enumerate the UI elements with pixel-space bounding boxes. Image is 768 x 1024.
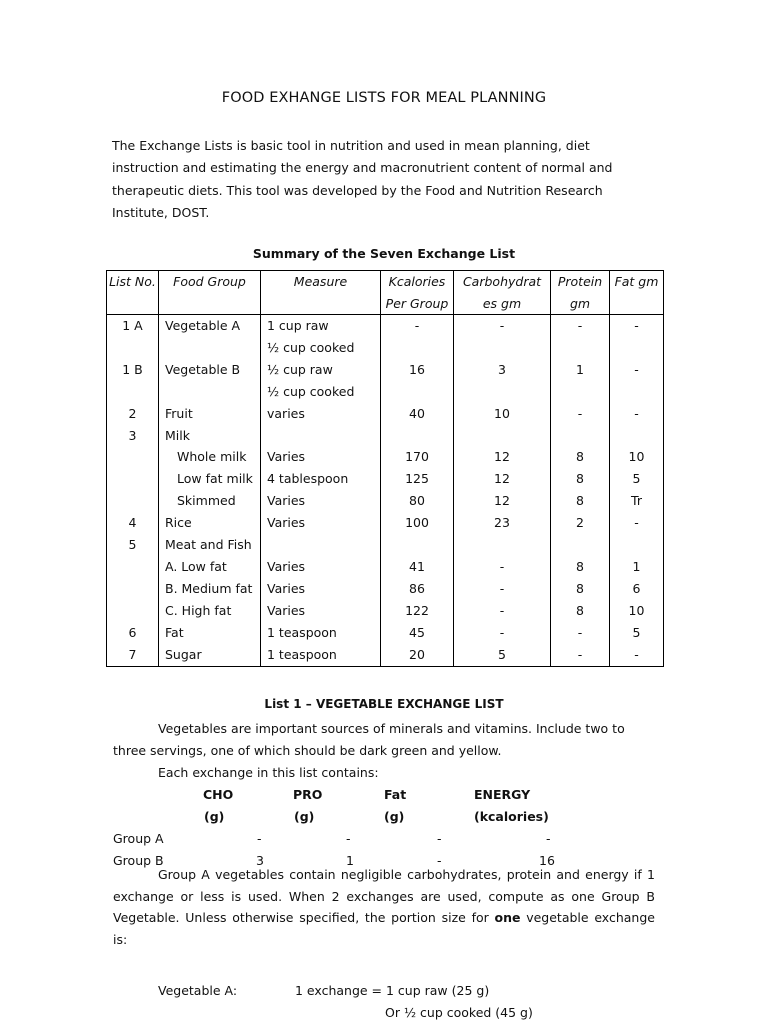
cell-carbohydrates <box>454 425 551 447</box>
cell-protein: 1 <box>551 359 610 381</box>
table-row <box>107 403 664 425</box>
cell-carbohydrates: - <box>454 578 551 600</box>
page-title: FOOD EXHANGE LISTS FOR MEAL PLANNING <box>221 90 547 106</box>
cell-fat: 10 <box>610 600 664 622</box>
table-row <box>107 644 664 666</box>
table-row <box>107 622 664 644</box>
cell-list-no: 6 <box>107 622 159 644</box>
cell-protein: 8 <box>551 468 610 490</box>
cell-fat: 5 <box>610 622 664 644</box>
intro-paragraph: The Exchange Lists is basic tool in nutrition and used in mean planning, diet instruction and estimating the energy and macronutrient content of normal and therapeutic diets. This tool was developed by the Food and Nutrition Research Institute, DOST. <box>112 138 613 220</box>
cell-list-no <box>107 578 159 600</box>
cell-carbohydrates: 23 <box>454 512 551 534</box>
cell-protein: 8 <box>551 490 610 512</box>
cell-measure: Varies <box>261 578 381 600</box>
col-pro-unit: (g) <box>294 809 315 824</box>
col-cho-unit: (g) <box>204 809 225 824</box>
cell-fat: 10 <box>610 446 664 468</box>
table-row <box>107 337 664 359</box>
list1-paragraph-2: Each exchange in this list contains: <box>158 765 379 780</box>
group-b-energy: 16 <box>539 853 555 868</box>
cell-food-group: Rice <box>159 512 261 534</box>
cell-protein: - <box>551 644 610 666</box>
cell-list-no <box>107 468 159 490</box>
list1-paragraph-3-text <box>113 864 655 951</box>
cell-protein: - <box>551 315 610 337</box>
cell-kcalories: 16 <box>381 359 454 381</box>
cell-fat <box>610 337 664 359</box>
cell-food-group: Fat <box>159 622 261 644</box>
cell-food-group <box>159 337 261 359</box>
cell-list-no: 2 <box>107 403 159 425</box>
cell-kcalories: 100 <box>381 512 454 534</box>
col-cho-header: CHO <box>203 787 234 802</box>
header-list-no: List No. <box>107 271 159 315</box>
cell-carbohydrates: - <box>454 622 551 644</box>
table-row <box>107 359 664 381</box>
cell-measure: Varies <box>261 446 381 468</box>
vegetable-a-exchange: 1 exchange = 1 cup raw (25 g) <box>295 983 490 998</box>
cell-food-group <box>159 381 261 403</box>
cell-measure: ½ cup cooked <box>261 337 381 359</box>
cell-measure <box>261 534 381 556</box>
group-a-fat: - <box>437 831 442 846</box>
group-a-energy: - <box>546 831 551 846</box>
cell-list-no <box>107 600 159 622</box>
group-b-cho: 3 <box>256 853 264 868</box>
cell-protein <box>551 534 610 556</box>
cell-list-no: 5 <box>107 534 159 556</box>
table-row <box>107 381 664 403</box>
table-row <box>107 425 664 447</box>
cell-fat: - <box>610 315 664 337</box>
header-measure: Measure <box>261 271 381 315</box>
cell-kcalories: 41 <box>381 556 454 578</box>
table-row <box>107 556 664 578</box>
cell-measure: Varies <box>261 556 381 578</box>
cell-kcalories <box>381 381 454 403</box>
cell-food-group: A. Low fat <box>159 556 261 578</box>
cell-carbohydrates <box>454 337 551 359</box>
list1-paragraph-1 <box>113 718 655 761</box>
cell-kcalories <box>381 534 454 556</box>
cell-carbohydrates: 12 <box>454 490 551 512</box>
cell-food-group: Meat and Fish <box>159 534 261 556</box>
cell-protein: 8 <box>551 578 610 600</box>
cell-measure: 1 teaspoon <box>261 644 381 666</box>
cell-protein: - <box>551 403 610 425</box>
cell-measure: Varies <box>261 512 381 534</box>
table-row <box>107 578 664 600</box>
cell-kcalories: 20 <box>381 644 454 666</box>
cell-kcalories: 80 <box>381 490 454 512</box>
cell-list-no: 3 <box>107 425 159 447</box>
col-energy-unit: (kcalories) <box>474 809 549 824</box>
cell-protein <box>551 425 610 447</box>
table-row <box>107 534 664 556</box>
cell-food-group: Fruit <box>159 403 261 425</box>
header-food-group: Food Group <box>159 271 261 315</box>
group-b-label: Group B <box>113 853 164 868</box>
cell-carbohydrates: 5 <box>454 644 551 666</box>
group-b-fat: - <box>437 853 442 868</box>
cell-carbohydrates: 3 <box>454 359 551 381</box>
cell-measure: 1 cup raw <box>261 315 381 337</box>
para3-text-after: vegetable exchange is: <box>113 910 655 948</box>
cell-food-group: Low fat milk <box>159 468 261 490</box>
cell-carbohydrates: 12 <box>454 446 551 468</box>
summary-table-body <box>107 315 664 667</box>
cell-list-no: 1 A <box>107 315 159 337</box>
cell-list-no <box>107 446 159 468</box>
cell-fat <box>610 381 664 403</box>
vegetable-a-label: Vegetable A: <box>158 983 238 998</box>
col-fat-unit: (g) <box>384 809 405 824</box>
cell-protein <box>551 381 610 403</box>
header-fat: Fat gm <box>610 271 664 315</box>
cell-kcalories: 170 <box>381 446 454 468</box>
table-row <box>107 512 664 534</box>
cell-food-group: Skimmed <box>159 490 261 512</box>
cell-kcalories: 86 <box>381 578 454 600</box>
cell-carbohydrates <box>454 381 551 403</box>
cell-fat: Tr <box>610 490 664 512</box>
summary-caption: Summary of the Seven Exchange List <box>252 246 516 261</box>
header-protein: Protein gm <box>551 271 610 315</box>
cell-fat: - <box>610 403 664 425</box>
cell-carbohydrates: - <box>454 315 551 337</box>
col-energy-header: ENERGY <box>474 787 531 802</box>
list1-title: List 1 – VEGETABLE EXCHANGE LIST <box>264 697 504 711</box>
cell-fat: - <box>610 512 664 534</box>
cell-kcalories: 40 <box>381 403 454 425</box>
col-fat-header: Fat <box>384 787 407 802</box>
cell-measure: ½ cup raw <box>261 359 381 381</box>
para3-text-before: Group A vegetables contain negligible carbohydrates, protein and energy if 1 exchange or less is used. When 2 exchanges are used, compute as one Group B Vegetable. Unless otherwise specified, the portion size for <box>113 867 655 926</box>
para3-bold-word: one <box>494 910 521 926</box>
cell-measure: ½ cup cooked <box>261 381 381 403</box>
cell-measure <box>261 425 381 447</box>
cell-protein: 8 <box>551 446 610 468</box>
cell-list-no: 4 <box>107 512 159 534</box>
col-pro-header: PRO <box>293 787 323 802</box>
list1-paragraph-3 <box>113 864 655 951</box>
cell-fat <box>610 534 664 556</box>
cell-kcalories <box>381 425 454 447</box>
group-a-cho: - <box>257 831 262 846</box>
cell-fat: 5 <box>610 468 664 490</box>
table-row <box>107 446 664 468</box>
cell-protein: 2 <box>551 512 610 534</box>
summary-table <box>106 270 664 667</box>
cell-measure: Varies <box>261 600 381 622</box>
cell-list-no <box>107 337 159 359</box>
header-carbohydrates: Carbohydrat es gm <box>454 271 551 315</box>
cell-food-group: Milk <box>159 425 261 447</box>
list1-paragraph-1-line-2: three servings, one of which should be dark green and yellow. <box>113 742 502 758</box>
cell-list-no <box>107 381 159 403</box>
cell-list-no: 7 <box>107 644 159 666</box>
cell-kcalories: 122 <box>381 600 454 622</box>
cell-measure: varies <box>261 403 381 425</box>
group-a-label: Group A <box>113 831 164 846</box>
cell-kcalories <box>381 337 454 359</box>
list1-paragraph-1-line-1: Vegetables are important sources of minerals and vitamins. Include two to <box>158 721 625 736</box>
cell-list-no <box>107 490 159 512</box>
table-row <box>107 468 664 490</box>
cell-protein: 8 <box>551 600 610 622</box>
cell-protein: 8 <box>551 556 610 578</box>
summary-header-row <box>107 271 664 315</box>
cell-food-group: C. High fat <box>159 600 261 622</box>
cell-kcalories: - <box>381 315 454 337</box>
cell-fat: - <box>610 644 664 666</box>
group-a-pro: - <box>346 831 351 846</box>
cell-protein: - <box>551 622 610 644</box>
cell-fat: - <box>610 359 664 381</box>
cell-fat <box>610 425 664 447</box>
header-kcalories: Kcalories Per Group <box>381 271 454 315</box>
cell-carbohydrates: - <box>454 600 551 622</box>
cell-protein <box>551 337 610 359</box>
cell-list-no <box>107 556 159 578</box>
table-row <box>107 490 664 512</box>
cell-measure: 1 teaspoon <box>261 622 381 644</box>
vegetable-a-cooked: Or ½ cup cooked (45 g) <box>385 1005 533 1020</box>
cell-carbohydrates <box>454 534 551 556</box>
table-row <box>107 600 664 622</box>
group-b-pro: 1 <box>346 853 354 868</box>
cell-food-group: Whole milk <box>159 446 261 468</box>
cell-fat: 1 <box>610 556 664 578</box>
cell-carbohydrates: 10 <box>454 403 551 425</box>
cell-carbohydrates: 12 <box>454 468 551 490</box>
cell-list-no: 1 B <box>107 359 159 381</box>
cell-kcalories: 125 <box>381 468 454 490</box>
cell-food-group: Sugar <box>159 644 261 666</box>
cell-measure: 4 tablespoon <box>261 468 381 490</box>
cell-food-group: B. Medium fat <box>159 578 261 600</box>
cell-carbohydrates: - <box>454 556 551 578</box>
cell-food-group: Vegetable B <box>159 359 261 381</box>
cell-measure: Varies <box>261 490 381 512</box>
cell-fat: 6 <box>610 578 664 600</box>
table-row <box>107 315 664 337</box>
cell-kcalories: 45 <box>381 622 454 644</box>
cell-food-group: Vegetable A <box>159 315 261 337</box>
